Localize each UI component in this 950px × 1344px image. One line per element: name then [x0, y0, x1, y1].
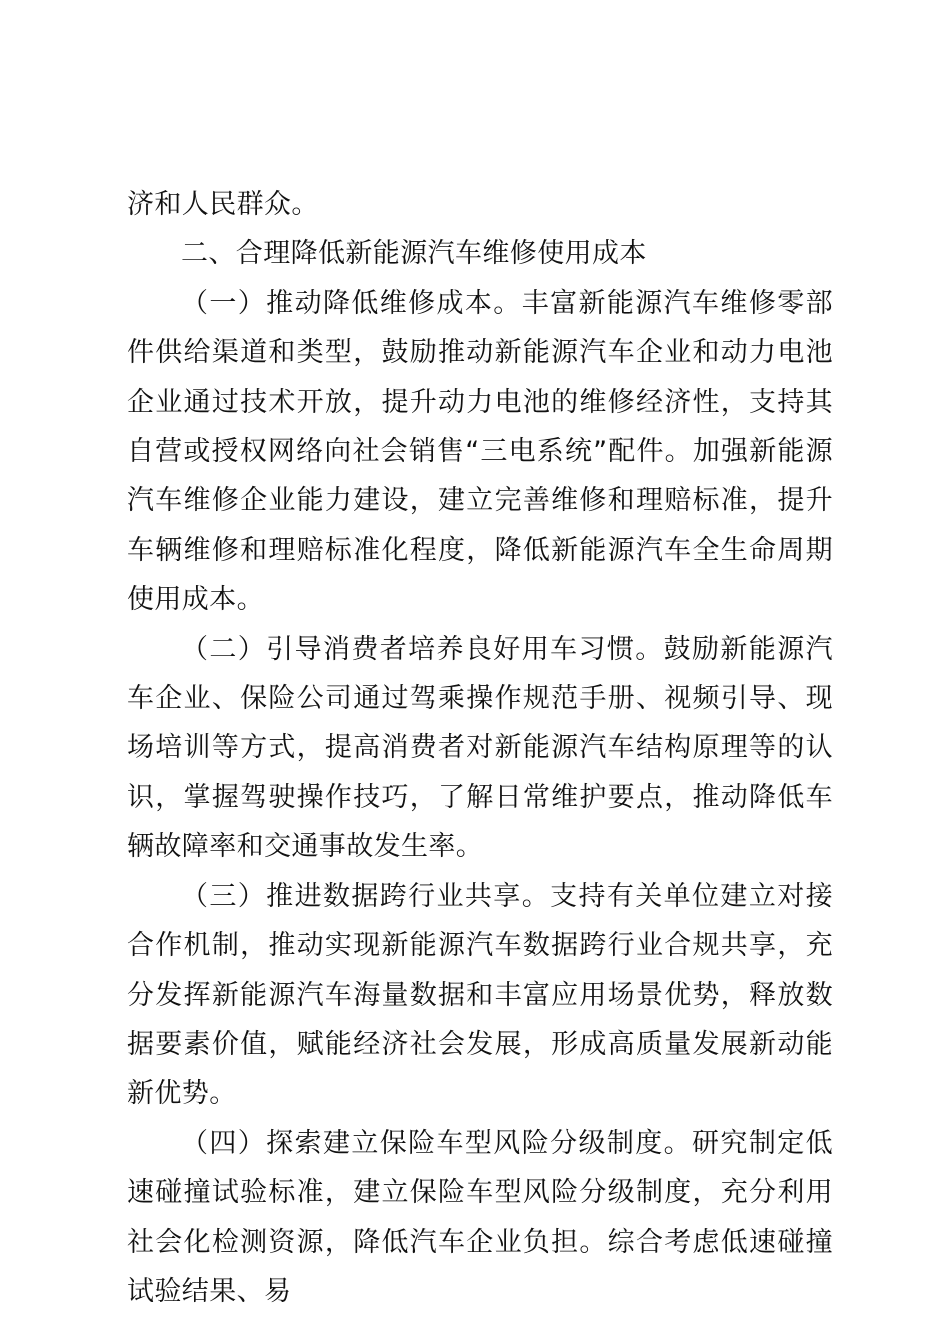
section-heading: 二、合理降低新能源汽车维修使用成本: [181, 238, 647, 270]
paragraph-item-2: （二）引导消费者培养良好用车习惯。鼓励新能源汽车企业、保险公司通过驾乘操作规范手册、视频引导、现场培训等方式，提高消费者对新能源汽车结构原理等的认识，掌握驾驶操作技巧，了解日常维护要点，推动降低车辆故障率和交通事故发生率。: [127, 633, 833, 863]
document-body: [127, 180, 833, 1316]
paragraph-item-3: （三）推进数据跨行业共享。支持有关单位建立对接合作机制，推动实现新能源汽车数据跨行业合规共享，充分发挥新能源汽车海量数据和丰富应用场景优势，释放数据要素价值，赋能经济社会发展，形成高质量发展新动能新优势。: [127, 880, 833, 1110]
paragraph-item-1: （一）推动降低维修成本。丰富新能源汽车维修零部件供给渠道和类型，鼓励推动新能源汽车企业和动力电池企业通过技术开放，提升动力电池的维修经济性，支持其自营或授权网络向社会销售“三电系统”配件。加强新能源汽车维修企业能力建设，建立完善维修和理赔标准，提升车辆维修和理赔标准化程度，降低新能源汽车全生命周期使用成本。: [127, 287, 833, 616]
paragraph-item-4: （四）探索建立保险车型风险分级制度。研究制定低速碰撞试验标准，建立保险车型风险分级制度，充分利用社会化检测资源，降低汽车企业负担。综合考虑低速碰撞试验结果、易: [127, 1127, 833, 1307]
paragraph-continuation: 济和人民群众。: [127, 189, 319, 220]
